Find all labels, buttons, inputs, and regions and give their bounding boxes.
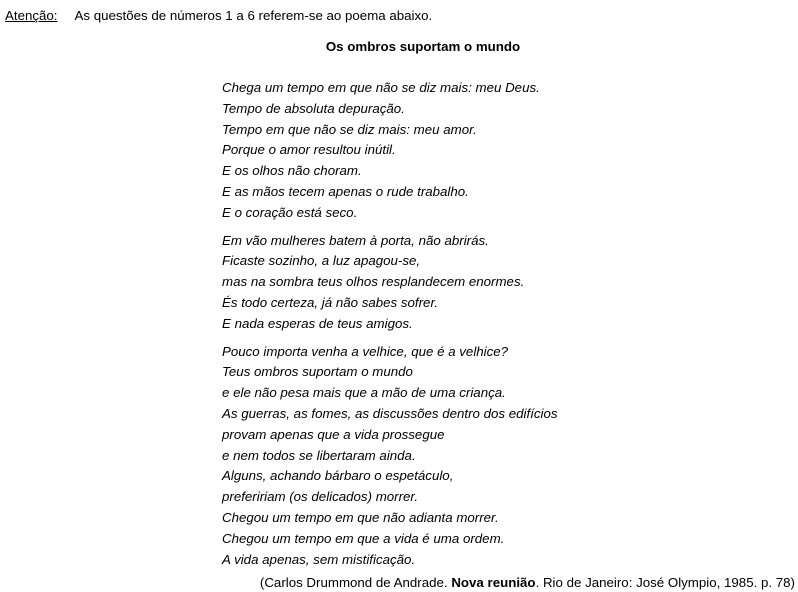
poem-line: e ele não pesa mais que a mão de uma criança. bbox=[222, 385, 506, 401]
poem-line: Ficaste sozinho, a luz apagou-se, bbox=[222, 253, 421, 269]
poem-line: E as mãos tecem apenas o rude trabalho. bbox=[222, 183, 469, 199]
citation-book-title: Nova reunião bbox=[451, 575, 536, 591]
citation bbox=[0, 575, 798, 591]
poem-line: Alguns, achando bárbaro o espetáculo, bbox=[222, 468, 454, 484]
poem-line: mas na sombra teus olhos resplandecem enormes. bbox=[222, 274, 525, 290]
stanza bbox=[222, 231, 798, 335]
poem-line: Chega um tempo em que não se diz mais: meu Deus. bbox=[222, 80, 540, 95]
poem-line: És todo certeza, já não sabes sofrer. bbox=[222, 294, 439, 310]
poem-line: Em vão mulheres batem à porta, não abrirás. bbox=[222, 232, 489, 248]
attention-label: Atenção: bbox=[5, 8, 58, 23]
poem-title: Os ombros suportam o mundo bbox=[325, 38, 521, 54]
stanza bbox=[222, 342, 798, 571]
stanza bbox=[222, 78, 798, 224]
poem-line: Pouco importa venha a velhice, que é a velhice? bbox=[222, 343, 509, 359]
poem-line: A vida apenas, sem mistificação. bbox=[222, 551, 416, 567]
poem-line: Chegou um tempo em que a vida é uma ordem. bbox=[222, 530, 505, 546]
poem bbox=[222, 78, 798, 570]
poem-line: Tempo de absoluta depuração. bbox=[222, 100, 405, 116]
poem-line: E os olhos não choram. bbox=[222, 163, 362, 179]
poem-line: e nem todos se libertaram ainda. bbox=[222, 447, 416, 463]
poem-line: E o coração está seco. bbox=[222, 204, 358, 220]
poem-line: prefeririam (os delicados) morrer. bbox=[222, 489, 419, 505]
poem-line: As guerras, as fomes, as discussões dentro dos edifícios bbox=[222, 405, 558, 421]
poem-line: Tempo em que não se diz mais: meu amor. bbox=[222, 121, 477, 137]
poem-line: Porque o amor resultou inútil. bbox=[222, 142, 396, 158]
attention-row bbox=[0, 0, 798, 24]
poem-line: E nada esperas de teus amigos. bbox=[222, 315, 413, 331]
attention-text: As questões de números 1 a 6 referem-se ao poema abaixo. bbox=[74, 8, 433, 23]
poem-line: provam apenas que a vida prossegue bbox=[222, 426, 445, 442]
citation-prefix: (Carlos Drummond de Andrade. bbox=[259, 575, 452, 591]
poem-line: Teus ombros suportam o mundo bbox=[222, 364, 413, 380]
citation-suffix: . Rio de Janeiro: José Olympio, 1985. p. 78) bbox=[535, 575, 795, 591]
poem-line: Chegou um tempo em que não adianta morrer. bbox=[222, 509, 499, 525]
